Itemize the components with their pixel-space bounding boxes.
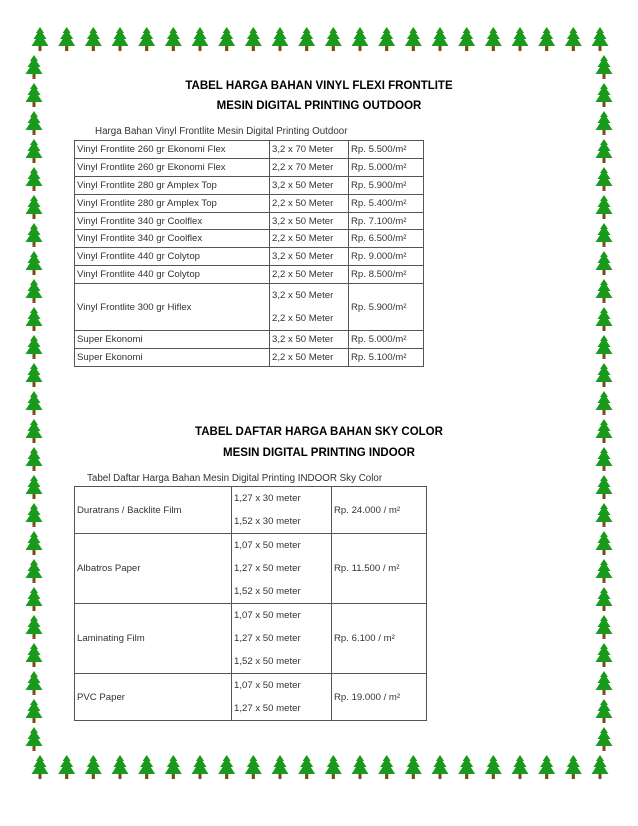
roll-size-cell xyxy=(232,534,332,604)
roll-size: 1,52 x 30 meter xyxy=(234,516,301,527)
christmas-tree-icon xyxy=(596,391,613,415)
christmas-tree-icon xyxy=(26,475,43,499)
indoor-price-table xyxy=(74,486,427,721)
christmas-tree-icon xyxy=(596,167,613,191)
christmas-tree-icon xyxy=(596,671,613,695)
indoor-table-caption: Tabel Daftar Harga Bahan Mesin Digital Printing INDOOR Sky Color xyxy=(87,473,383,484)
roll-size: 3,2 x 70 Meter xyxy=(272,143,334,155)
roll-size-cell xyxy=(270,331,349,349)
christmas-tree-icon xyxy=(218,27,235,51)
price-per-m2: Rp. 24.000 / m² xyxy=(332,487,427,534)
table-row xyxy=(75,604,427,674)
christmas-tree-icon xyxy=(26,139,43,163)
christmas-tree-icon xyxy=(325,755,342,779)
roll-size: 3,2 x 50 Meter xyxy=(272,334,334,346)
material-name: PVC Paper xyxy=(75,674,232,721)
christmas-tree-icon xyxy=(378,27,395,51)
roll-size-cell xyxy=(270,158,349,176)
roll-size: 1,27 x 50 meter xyxy=(234,703,301,714)
roll-size: 2,2 x 50 Meter xyxy=(272,351,334,363)
price-per-m2: Rp. 5.900/m² xyxy=(349,284,424,331)
christmas-tree-icon xyxy=(298,755,315,779)
roll-size: 2,2 x 70 Meter xyxy=(272,161,334,173)
christmas-tree-icon xyxy=(165,27,182,51)
roll-size: 1,27 x 30 meter xyxy=(234,493,301,504)
christmas-tree-icon xyxy=(26,307,43,331)
roll-size-cell xyxy=(270,248,349,266)
indoor-table-title: TABEL DAFTAR HARGA BAHAN SKY COLOR xyxy=(195,426,443,438)
price-per-m2: Rp. 6.100 / m² xyxy=(332,604,427,674)
christmas-tree-icon xyxy=(112,27,129,51)
table-row xyxy=(75,534,427,604)
price-per-m2: Rp. 5.000/m² xyxy=(349,158,424,176)
christmas-tree-icon xyxy=(192,755,209,779)
christmas-tree-icon xyxy=(58,27,75,51)
christmas-tree-icon xyxy=(565,755,582,779)
christmas-tree-icon xyxy=(596,223,613,247)
christmas-tree-icon xyxy=(26,223,43,247)
roll-size-cell xyxy=(270,349,349,367)
roll-size: 2,2 x 50 Meter xyxy=(272,233,334,245)
price-per-m2: Rp. 8.500/m² xyxy=(349,266,424,284)
christmas-tree-icon xyxy=(485,755,502,779)
christmas-tree-icon xyxy=(596,559,613,583)
christmas-tree-icon xyxy=(272,755,289,779)
christmas-tree-icon xyxy=(26,335,43,359)
christmas-tree-icon xyxy=(26,363,43,387)
material-name: Super Ekonomi xyxy=(75,349,270,367)
christmas-tree-icon xyxy=(378,755,395,779)
christmas-tree-icon xyxy=(485,27,502,51)
roll-size: 3,2 x 50 Meter xyxy=(272,179,334,191)
outdoor-table-caption: Harga Bahan Vinyl Frontlite Mesin Digital Printing Outdoor xyxy=(95,126,348,137)
roll-size: 1,52 x 50 meter xyxy=(234,586,301,597)
christmas-tree-icon xyxy=(596,615,613,639)
christmas-tree-icon xyxy=(26,615,43,639)
christmas-tree-icon xyxy=(432,755,449,779)
christmas-tree-icon xyxy=(596,475,613,499)
price-per-m2: Rp. 9.000/m² xyxy=(349,248,424,266)
material-name: Vinyl Frontlite 300 gr Hiflex xyxy=(75,284,270,331)
christmas-tree-icon xyxy=(298,27,315,51)
christmas-tree-icon xyxy=(596,503,613,527)
christmas-tree-icon xyxy=(538,755,555,779)
roll-size: 1,07 x 50 meter xyxy=(234,680,301,691)
christmas-tree-icon xyxy=(26,559,43,583)
material-name: Duratrans / Backlite Film xyxy=(75,487,232,534)
christmas-tree-icon xyxy=(432,27,449,51)
christmas-tree-icon xyxy=(85,755,102,779)
christmas-tree-icon xyxy=(512,755,529,779)
christmas-tree-icon xyxy=(26,727,43,751)
material-name: Vinyl Frontlite 280 gr Amplex Top xyxy=(75,194,270,212)
christmas-tree-icon xyxy=(325,27,342,51)
christmas-tree-icon xyxy=(405,27,422,51)
roll-size: 3,2 x 50 Meter xyxy=(272,290,334,302)
table-row xyxy=(75,230,424,248)
roll-size: 1,07 x 50 meter xyxy=(234,540,301,551)
christmas-tree-icon xyxy=(245,27,262,51)
christmas-tree-icon xyxy=(26,195,43,219)
christmas-tree-icon xyxy=(165,755,182,779)
outdoor-table-title: TABEL HARGA BAHAN VINYL FLEXI FRONTLITE xyxy=(185,80,453,92)
christmas-tree-icon xyxy=(596,531,613,555)
table-row xyxy=(75,284,424,331)
price-per-m2: Rp. 19.000 / m² xyxy=(332,674,427,721)
table-row xyxy=(75,487,427,534)
christmas-tree-icon xyxy=(565,27,582,51)
christmas-tree-icon xyxy=(26,251,43,275)
roll-size-cell xyxy=(270,194,349,212)
roll-size: 1,07 x 50 meter xyxy=(234,610,301,621)
table-row xyxy=(75,674,427,721)
roll-size-cell xyxy=(270,176,349,194)
outdoor-table-subtitle: MESIN DIGITAL PRINTING OUTDOOR xyxy=(216,100,422,112)
christmas-tree-icon xyxy=(218,755,235,779)
roll-size: 2,2 x 50 Meter xyxy=(272,269,334,281)
material-name: Vinyl Frontlite 340 gr Coolflex xyxy=(75,212,270,230)
christmas-tree-icon xyxy=(26,699,43,723)
price-per-m2: Rp. 5.400/m² xyxy=(349,194,424,212)
christmas-tree-icon xyxy=(32,755,49,779)
christmas-tree-icon xyxy=(192,27,209,51)
christmas-tree-icon xyxy=(596,195,613,219)
christmas-tree-icon xyxy=(32,27,49,51)
roll-size: 2,2 x 50 Meter xyxy=(272,197,334,209)
christmas-tree-icon xyxy=(138,27,155,51)
material-name: Vinyl Frontlite 340 gr Coolflex xyxy=(75,230,270,248)
roll-size-cell xyxy=(270,284,349,331)
christmas-tree-icon xyxy=(85,27,102,51)
christmas-tree-icon xyxy=(458,27,475,51)
indoor-table-subtitle: MESIN DIGITAL PRINTING INDOOR xyxy=(223,447,415,459)
material-name: Super Ekonomi xyxy=(75,331,270,349)
christmas-tree-icon xyxy=(596,363,613,387)
christmas-tree-icon xyxy=(352,755,369,779)
roll-size-cell xyxy=(232,487,332,534)
christmas-tree-icon xyxy=(596,111,613,135)
christmas-tree-icon xyxy=(596,587,613,611)
roll-size: 2,2 x 50 Meter xyxy=(272,313,334,325)
christmas-tree-icon xyxy=(458,755,475,779)
material-name: Vinyl Frontlite 260 gr Ekonomi Flex xyxy=(75,141,270,159)
christmas-tree-icon xyxy=(596,727,613,751)
roll-size-cell xyxy=(232,674,332,721)
christmas-tree-icon xyxy=(592,27,609,51)
roll-size: 1,27 x 50 meter xyxy=(234,563,301,574)
christmas-tree-icon xyxy=(596,139,613,163)
roll-size-cell xyxy=(270,141,349,159)
roll-size-cell xyxy=(232,604,332,674)
roll-size-cell xyxy=(270,266,349,284)
roll-size-cell xyxy=(270,230,349,248)
table-row xyxy=(75,331,424,349)
outdoor-price-table xyxy=(74,140,424,367)
table-row xyxy=(75,266,424,284)
christmas-tree-icon xyxy=(26,531,43,555)
christmas-tree-icon xyxy=(596,335,613,359)
christmas-tree-icon xyxy=(596,699,613,723)
christmas-tree-icon xyxy=(245,755,262,779)
christmas-tree-icon xyxy=(138,755,155,779)
christmas-tree-icon xyxy=(26,643,43,667)
price-per-m2: Rp. 6.500/m² xyxy=(349,230,424,248)
roll-size: 3,2 x 50 Meter xyxy=(272,215,334,227)
christmas-tree-icon xyxy=(26,167,43,191)
table-row xyxy=(75,349,424,367)
christmas-tree-icon xyxy=(592,755,609,779)
material-name: Vinyl Frontlite 280 gr Amplex Top xyxy=(75,176,270,194)
christmas-tree-icon xyxy=(352,27,369,51)
christmas-tree-icon xyxy=(26,111,43,135)
christmas-tree-icon xyxy=(26,279,43,303)
price-per-m2: Rp. 5.900/m² xyxy=(349,176,424,194)
price-per-m2: Rp. 5.000/m² xyxy=(349,331,424,349)
christmas-tree-icon xyxy=(26,503,43,527)
christmas-tree-icon xyxy=(26,671,43,695)
price-per-m2: Rp. 5.100/m² xyxy=(349,349,424,367)
christmas-tree-icon xyxy=(538,27,555,51)
table-row xyxy=(75,158,424,176)
christmas-tree-icon xyxy=(596,279,613,303)
material-name: Albatros Paper xyxy=(75,534,232,604)
material-name: Vinyl Frontlite 440 gr Colytop xyxy=(75,266,270,284)
christmas-tree-icon xyxy=(405,755,422,779)
christmas-tree-icon xyxy=(596,55,613,79)
roll-size: 3,2 x 50 Meter xyxy=(272,251,334,263)
table-row xyxy=(75,212,424,230)
roll-size-cell xyxy=(270,212,349,230)
christmas-tree-icon xyxy=(596,251,613,275)
christmas-tree-icon xyxy=(26,55,43,79)
price-per-m2: Rp. 5.500/m² xyxy=(349,141,424,159)
christmas-tree-icon xyxy=(26,391,43,415)
christmas-tree-icon xyxy=(272,27,289,51)
price-per-m2: Rp. 11.500 / m² xyxy=(332,534,427,604)
price-per-m2: Rp. 7.100/m² xyxy=(349,212,424,230)
material-name: Vinyl Frontlite 260 gr Ekonomi Flex xyxy=(75,158,270,176)
christmas-tree-icon xyxy=(26,587,43,611)
table-row xyxy=(75,141,424,159)
material-name: Laminating Film xyxy=(75,604,232,674)
roll-size: 1,27 x 50 meter xyxy=(234,633,301,644)
christmas-tree-icon xyxy=(596,307,613,331)
christmas-tree-icon xyxy=(112,755,129,779)
table-row xyxy=(75,248,424,266)
christmas-tree-icon xyxy=(512,27,529,51)
roll-size: 1,52 x 50 meter xyxy=(234,656,301,667)
table-row xyxy=(75,176,424,194)
table-row xyxy=(75,194,424,212)
material-name: Vinyl Frontlite 440 gr Colytop xyxy=(75,248,270,266)
christmas-tree-icon xyxy=(58,755,75,779)
christmas-tree-icon xyxy=(596,643,613,667)
